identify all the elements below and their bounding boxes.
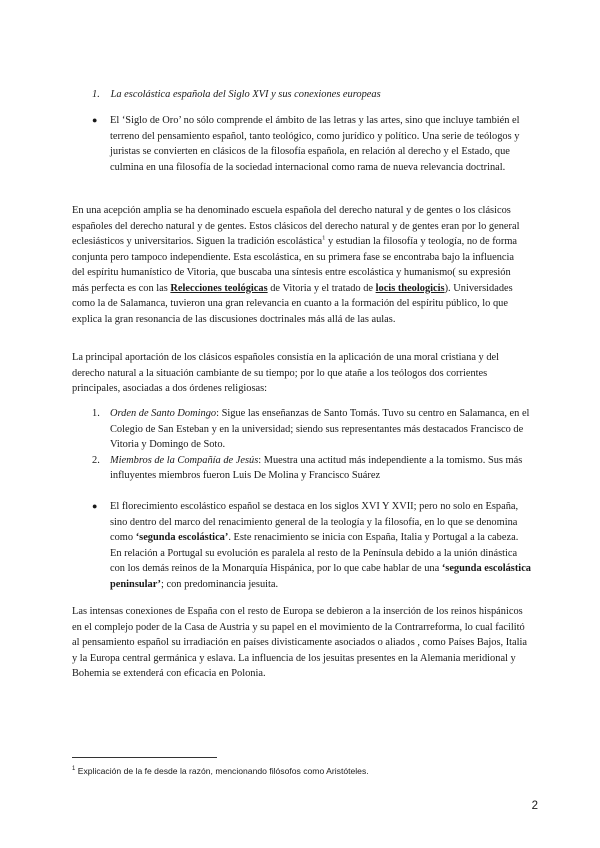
- bold-term-peninsular: ‘segunda escolástica peninsular’: [110, 563, 531, 590]
- footnote-ref[interactable]: 1: [322, 234, 326, 242]
- text-run: ; con predominancia jesuita.: [161, 578, 279, 590]
- text-run: El florecimiento escolástico español se destaca en los siglos XVI Y XVII; pero no solo en España, sino dentro del marco del renacimiento general de la teología y la filosofía, en lo que se denomina como: [110, 501, 519, 543]
- paragraph-conexiones: [72, 604, 528, 682]
- footnote-divider: [72, 757, 217, 758]
- paragraph-aportacion: [72, 350, 528, 397]
- para-text: de Vitoria y el tratado de: [267, 282, 376, 294]
- footnote: [72, 766, 532, 777]
- footnote-text: Explicación de la fe desde la razón, mencionando filósofos como Aristóteles.: [75, 766, 369, 776]
- bullet-icon: ●: [92, 501, 98, 511]
- list-item: [92, 406, 532, 453]
- list-number: 2.: [92, 454, 100, 466]
- section-heading: [92, 88, 532, 102]
- list-item-title: Miembros de la Compañía de Jesús: [110, 454, 259, 466]
- bullet-florecimiento: [92, 499, 532, 592]
- religious-orders-list: [92, 406, 532, 484]
- bold-term-segunda-escolastica: ‘segunda escolástica’: [135, 532, 229, 543]
- list-item-text: : Muestra una actitud más independiente a la tomismo. Sus más influyentes miembros fueron Luis De Molina y Francisco Suárez: [110, 454, 523, 481]
- list-item: [92, 453, 532, 484]
- list-item-text: : Sigue las enseñanzas de Santo Tomás. Tuvo su centro en Salamanca, en el Colegio de San Esteban y en la universidad; siendo sus representantes más destacados Francisco de Vitoria y Domingo de Soto.: [110, 408, 530, 450]
- bullet-siglo-de-oro: [92, 113, 532, 175]
- list-item-title: Orden de Santo Domingo: [110, 408, 217, 419]
- bullet-icon: ●: [92, 115, 98, 125]
- bullet-text: [110, 499, 532, 592]
- heading-text: La escolástica española del Siglo XVI y sus conexiones europeas: [110, 89, 381, 100]
- text-run: . Este renacimiento se inicia con España, Italia y Portugal a la cabeza. En relación a Portugal su evolución es paralela al resto de la Península debido a la unión dinástica con los demás reinos de la Monarquía Hispánica, por lo que cabe hablar de una: [110, 532, 519, 574]
- bold-term-relecciones: Relecciones teológicas: [170, 282, 268, 294]
- para-text: En una acepción amplia se ha denominado escuela española del derecho natural y de gentes o los clásicos españoles del derecho natural y de gentes. Estos clásicos del derecho natural y de gentes eran por lo general eclesiásticos y universitarios. Siguen la tradición escolástica: [72, 205, 520, 247]
- bold-term-locis: locis theologicis: [375, 282, 445, 294]
- para-text: Las intensas conexiones de España con el resto de Europa se debieron a la inserción de los reinos hispánicos en el complejo poder de la Casa de Austria y su papel en el movimiento de la Contrarreforma, lo cual facilitó al pensamiento español su irradiación en países divisticamente asociados o aliados , como Países Bajos, Italia y la Europa central germánica y eslava. La influencia de los jesuitas presentes en la Alemania meridional y Bohemia se extenderá con eficacia en Polonia.: [72, 606, 528, 679]
- para-text: La principal aportación de los clásicos españoles consistía en la aplicación de una moral cristiana y del derecho natural a la situación cambiante de su tiempo; por lo que atañe a los teólogos dos corrientes principales, asociadas a dos órdenes religiosas:: [72, 352, 500, 394]
- para-text: ). Universidades como la de Salamanca, tuvieron una gran relevancia en cuanto a la formación del espíritu público, lo que explica la gran resonancia de las discusiones doctrinales más allá de las aulas.: [72, 282, 513, 325]
- paragraph-escuela-espanola: [72, 203, 528, 327]
- list-number: 1.: [92, 408, 100, 419]
- page-number: 2: [531, 800, 538, 812]
- para-text: y estudian la filosofía y teología, no de forma conjunta pero tampoco independiente. Esta escolástica, en su primera fase se encontraba bajo la influencia del espíritu humanístico de Vitoria, que buscaba una síntesis entre escolástica y humanismo( su expresión más perfecta es con las: [72, 236, 518, 294]
- heading-number: 1.: [92, 89, 100, 100]
- bullet-text: El ‘Siglo de Oro’ no sólo comprende el ámbito de las letras y las artes, sino que incluye también el terreno del pensamiento español, tanto teológico, como jurídico y político. Una serie de teólogos y juristas se convierten en clásicos de la filosofía española, en relación al derecho y el Estado, que culmina en una filosofía de la sociedad internacional como rama de nueva relevancia doctrinal.: [110, 115, 520, 173]
- footnote-number: 1: [72, 766, 76, 773]
